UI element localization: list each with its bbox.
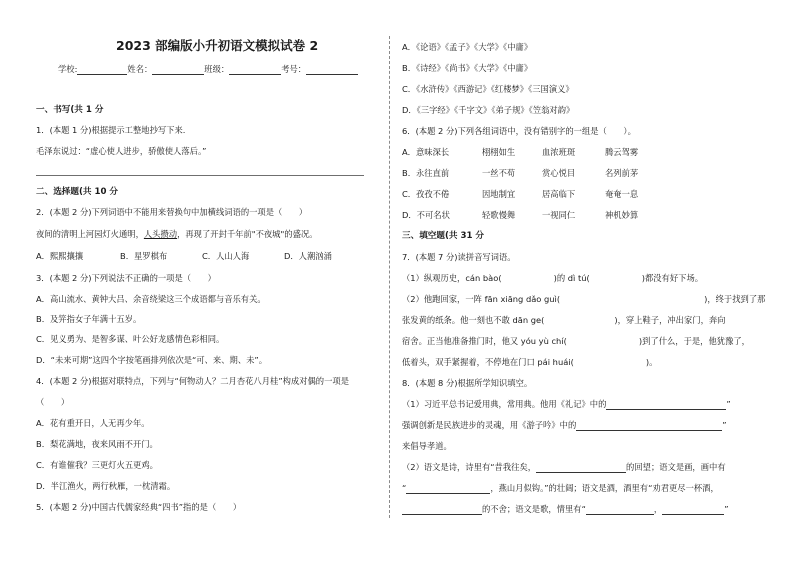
question-3: 3．(本题 2 分)下列说法不正确的一项是（ ）	[36, 273, 216, 283]
right-column	[402, 0, 782, 562]
q6-option-c-word3: 居高临下	[542, 189, 576, 199]
q8-6-blank-2[interactable]	[586, 505, 654, 515]
q6-option-b-word3: 赏心悦目	[542, 168, 576, 178]
question-4: 4．(本题 2 分)根据对联特点，下列与“何物动人？二月杏花八月桂”构成对偶的一项是	[36, 376, 349, 386]
class-field[interactable]	[229, 65, 281, 75]
question-5: 5．(本题 2 分)中国古代儒家经典“四书”指的是（ ）	[36, 502, 242, 512]
q3-option-b[interactable]: B．及笄指女子年满十五岁。	[36, 314, 142, 324]
name-label: 姓名：	[127, 64, 153, 74]
q7-line-2	[402, 294, 765, 305]
q7-3-text-b: )，穿上鞋子，冲出家门，奔向	[614, 315, 726, 325]
q6-option-c-word2: 因地制宜	[482, 189, 516, 199]
q6-option-d[interactable]: D．不可名状	[402, 210, 450, 220]
q6-option-b[interactable]: B．永往直前	[402, 168, 450, 178]
q6-option-b-word4: 名列前茅	[605, 168, 639, 178]
q8-line-2	[402, 420, 727, 431]
school-field[interactable]	[77, 65, 127, 75]
section-3-heading: 三、填空题(共 31 分	[402, 231, 485, 241]
question-8: 8．(本题 8 分)根据所学知识填空。	[402, 378, 533, 388]
q7-1-text-c: )都没有好下场。	[641, 273, 704, 283]
q3-option-c[interactable]: C．见义勇为、是智多谋、叶公好龙感情色彩相同。	[36, 334, 225, 344]
q8-4-blank[interactable]	[536, 463, 626, 473]
q5-option-b[interactable]: B．《诗经》《尚书》《大学》《中庸》	[402, 63, 533, 73]
q7-line-4	[402, 336, 750, 347]
q7-4-text-b: )到了什么，于是，他犹豫了，	[638, 336, 750, 346]
q8-5-quote-open: “	[402, 483, 407, 493]
q7-3-text-a: 张发黄的纸条。他一刻也不敢 dān ge(	[402, 315, 545, 325]
q8-6-comma: ，	[653, 504, 663, 514]
q6-option-d-word4: 神机妙算	[605, 210, 639, 220]
page-title: 2023 部编版小升初语文模拟试卷 2	[116, 38, 319, 53]
q6-option-c-word4: 奄奄一息	[605, 189, 639, 199]
q6-option-c[interactable]: C．孜孜不倦	[402, 189, 450, 199]
q6-option-b-word2: 一丝不苟	[482, 168, 516, 178]
q6-option-d-word2: 轻歌慢舞	[482, 210, 516, 220]
q2-sentence-end: ，再现了开封千年前"不夜城"的盛况。	[177, 229, 318, 239]
q7-4-text-a: 宿舍。正当他准备推门时，他又 yóu yù chí(	[402, 336, 567, 346]
q7-line-1	[402, 273, 703, 284]
q8-line-5	[402, 483, 719, 494]
q8-6-quote-close: ”	[724, 504, 729, 514]
q8-6-blank-1[interactable]	[402, 505, 482, 515]
q5-option-d[interactable]: D．《三字经》《千字文》《弟子规》《笠翁对韵》	[402, 105, 575, 115]
student-info-row	[58, 64, 358, 75]
question-4-paren: （ ）	[36, 397, 70, 407]
q8-4-text-a: （2）语文是诗，诗里有“昔我往矣，	[402, 462, 537, 472]
q3-option-d[interactable]: D．“未来可期”这四个字按笔画排列依次是“可、来、期、未”。	[36, 355, 268, 365]
question-2: 2．(本题 2 分)下列词语中不能用来替换句中加横线词语的一项是（ ）	[36, 207, 308, 217]
q2-option-b[interactable]: B．星罗棋布	[120, 251, 168, 261]
q8-1-quote-close: ”	[726, 399, 731, 409]
q8-line-6	[402, 504, 729, 515]
q4-option-b[interactable]: B．梨花满地，夜来风雨不开门。	[36, 439, 158, 449]
school-label: 学校:	[58, 64, 78, 74]
q3-option-a[interactable]: A．高山流水、黄钟大吕、余音绕梁这三个成语都与音乐有关。	[36, 294, 266, 304]
q8-line-1	[402, 399, 731, 410]
q2-option-d[interactable]: D．人潮汹涌	[284, 251, 332, 261]
q7-1-text-a: （1）纵观历史，cán bào(	[402, 273, 502, 283]
q4-option-d[interactable]: D．半江渔火，两行秋雁，一枕清霜。	[36, 481, 176, 491]
name-field[interactable]	[152, 65, 204, 75]
q2-option-c[interactable]: C．人山人海	[202, 251, 250, 261]
q6-option-a-word4: 腾云驾雾	[605, 147, 639, 157]
column-divider	[389, 36, 390, 518]
section-1-heading: 一、书写(共 1 分	[36, 105, 104, 115]
q8-5-blank[interactable]	[406, 484, 490, 494]
class-label: 班级：	[204, 64, 230, 74]
q7-2-text-a: （2）他跑回家，一阵 fān xiāng dǎo guì(	[402, 294, 561, 304]
q6-option-d-word3: 一视同仁	[542, 210, 576, 220]
question-1-quote: 毛泽东说过：“虚心使人进步，骄傲使人落后。”	[36, 146, 207, 156]
exam-no-field[interactable]	[306, 65, 358, 75]
q8-1-blank[interactable]	[606, 400, 726, 410]
q8-1-text: （1）习近平总书记爱用典，常用典。他用《礼记》中的	[402, 399, 607, 409]
section-2-heading: 二、选择题(共 10 分	[36, 187, 119, 197]
question-6: 6．(本题 2 分)下列各组词语中，没有错别字的一组是（ ）。	[402, 126, 636, 136]
q6-option-a-word2: 栩栩如生	[482, 147, 516, 157]
exam-no-label: 考号：	[281, 64, 307, 74]
q7-line-5	[402, 357, 657, 368]
q5-option-a[interactable]: A．《论语》《孟子》《大学》《中庸》	[402, 42, 533, 52]
q2-sentence-start: 夜间的清明上河园灯火通明，	[36, 229, 144, 239]
q7-5-text-b: )。	[645, 357, 658, 367]
q8-4-text-b: 的回望；语文是画，画中有	[626, 462, 726, 472]
q4-option-c[interactable]: C．有谁催我？三更灯火五更鸡。	[36, 460, 158, 470]
left-column	[36, 0, 368, 562]
q8-6-text-b: 的不舍；语文是歌，情里有“	[482, 504, 586, 514]
q8-2-quote-close: ”	[722, 420, 727, 430]
q8-2-blank[interactable]	[576, 421, 722, 431]
q8-line-3: 来倡导孝道。	[402, 441, 452, 451]
q8-2-text: 强调创新是民族进步的灵魂，用《游子吟》中的	[402, 420, 577, 430]
question-7: 7．(本题 7 分)读拼音写词语。	[402, 252, 516, 262]
q7-line-3	[402, 315, 725, 326]
writing-answer-line[interactable]	[36, 175, 364, 176]
q7-1-text-b: )的 dì tú(	[553, 273, 590, 283]
question-1: 1．(本题 1 分)根据提示工整地抄写下来.	[36, 125, 186, 135]
q8-6-blank-3[interactable]	[662, 505, 724, 515]
q7-5-text-a: 低着头，双手紧握着，不停地在门口 pái huái(	[402, 357, 574, 367]
q2-underlined-word: 人头攒动	[143, 229, 178, 239]
q4-option-a[interactable]: A．花有重开日，人无再少年。	[36, 418, 150, 428]
q2-option-a[interactable]: A．熙熙攘攘	[36, 251, 84, 261]
q8-5-text: ，燕山月似钩。”的壮阔；语文是酒，酒里有“劝君更尽一杯酒，	[490, 483, 719, 493]
q6-option-a[interactable]: A．意味深长	[402, 147, 450, 157]
q8-line-4	[402, 462, 726, 473]
question-2-sentence	[36, 229, 317, 240]
q5-option-c[interactable]: C．《水浒传》《西游记》《红楼梦》《三国演义》	[402, 84, 574, 94]
q6-option-a-word3: 血浓班斑	[542, 147, 576, 157]
q7-2-text-b: )，终于找到了那	[704, 294, 766, 304]
